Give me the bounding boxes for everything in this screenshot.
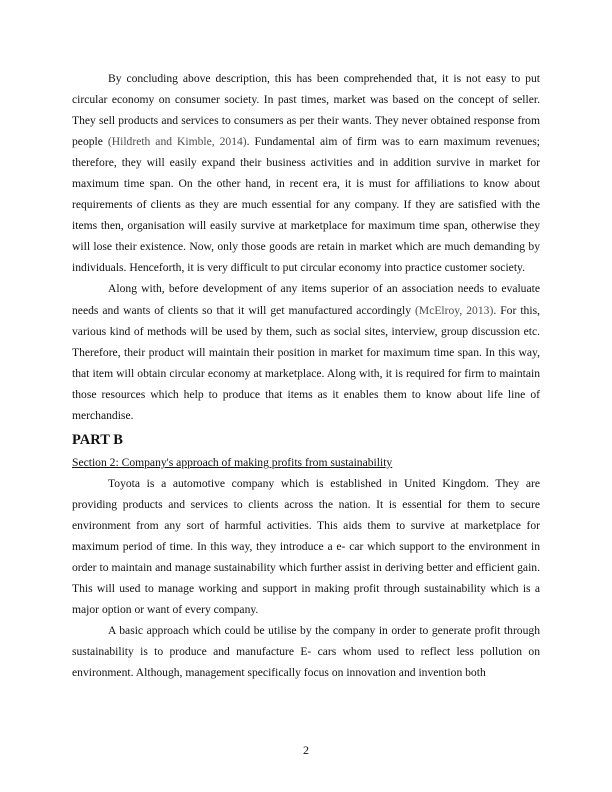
paragraph-approach: A basic approach which could be utilise by the company in order to generate profit through sustainability is to produce and manufacture E- cars whom used to reflect less pollution on environment. Although, management specifically focus on innovation and invention both xyxy=(72,624,540,680)
paragraph-text: By concluding above description, this has been comprehended that, it is not easy to put circular economy on consumer society. In past times, market was based on the concept of seller. They sell products and services to consumers as per their wants. They never obtained response from people xyxy=(72,72,540,149)
citation-mcelroy: (McElroy, 2013) xyxy=(415,303,494,317)
section-title: Section 2: Company's approach of making profits from sustainability xyxy=(72,455,393,469)
paragraph-text: . For this, various kind of methods will be used by them, such as social sites, interview, group discussion etc. Therefore, their product will maintain their position in market for maximum time span. In this way, that item will obtain circular economy at marketplace. Along with, it is required for firm to maintain those resources which help to produce that items as it enables them to know about life line of merchandise. xyxy=(72,303,540,422)
document-body xyxy=(72,68,540,683)
paragraph-product-development xyxy=(72,278,540,425)
part-heading: PART B xyxy=(72,431,123,448)
page-number: 2 xyxy=(303,743,309,757)
paragraph-text: . Fundamental aim of firm was to earn maximum revenues; therefore, they will easily expand their business activities and in addition survive in market for maximum time span. On the other hand, in recent era, it is must for affiliations to know about requirements of clients as they are much essential for any company. If they are satisfied with the items then, organisation will easily survive at marketplace for maximum time span, otherwise they will lose their existence. Now, only those goods are retain in market which are much demanding by individuals. Henceforth, it is very difficult to put circular economy into practice customer society. xyxy=(72,135,541,275)
paragraph-toyota: Toyota is a automotive company which is established in United Kingdom. They are providing products and services to clients across the nation. It is essential for them to secure environment from any sort of harmful activities. This aids them to survive at marketplace for maximum period of time. In this way, they introduce a e- car which support to the environment in order to maintain and manage sustainability which further assist in deriving better and efficient gain. This will used to manage working and support in making profit through sustainability which is a major option or want of every company. xyxy=(72,476,540,617)
paragraph-circular-economy xyxy=(72,68,540,278)
citation-hildreth-kimble: (Hildreth and Kimble, 2014) xyxy=(107,135,247,149)
paragraph-text: Along with, before development of any items superior of an association needs to evaluate needs and wants of clients so that it will get manufactured accordingly xyxy=(72,282,540,317)
